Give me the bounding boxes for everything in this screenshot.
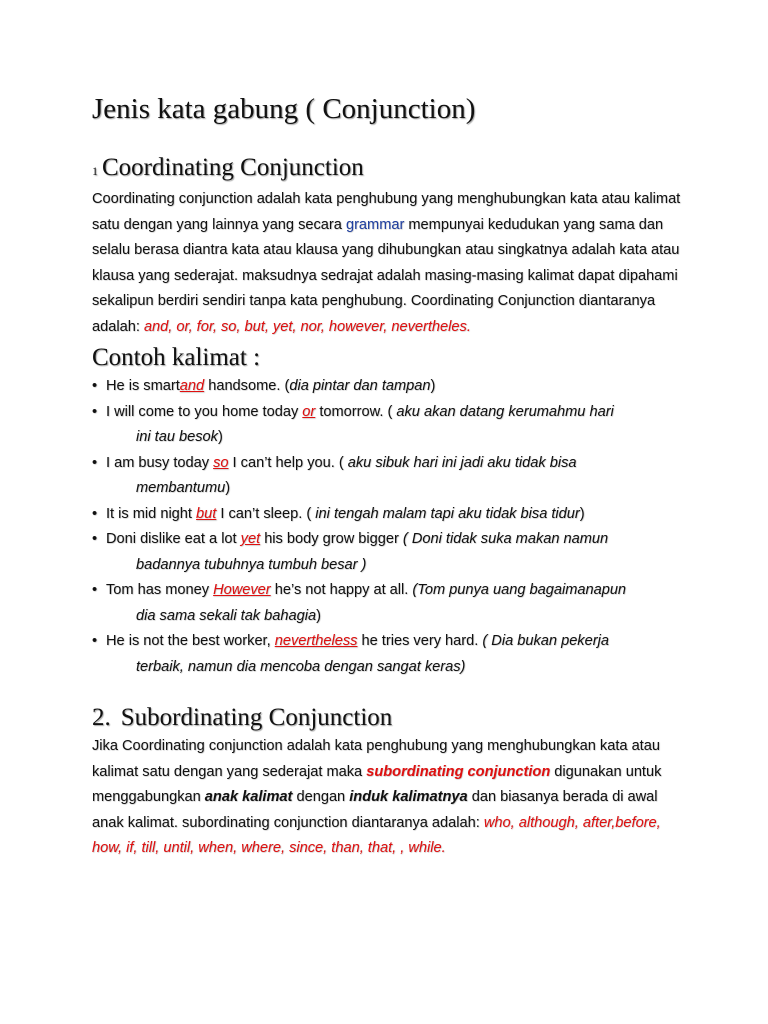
grammar-term: grammar (345, 216, 405, 233)
example-text: he’s not happy at all. (270, 582, 413, 598)
example-translation: ini tau besok (136, 429, 218, 445)
conjunction-list: and, or, for, so, but, yet, nor, however, nevertheles. (143, 318, 471, 335)
example-translation: (Tom punya uang bagaimanapun (412, 582, 627, 598)
examples-section (92, 342, 692, 680)
example-translation: dia sama sekali tak bahagia (136, 607, 317, 624)
induk-kalimat-term: induk kalimatnya (349, 789, 468, 805)
paragraph-text: Jika Coordinating conjunction adalah kata penghubung yang menghubungkan kata atau kalimat satu dengan yang sederajat maka (92, 738, 660, 780)
example-translation: badannya tubuhnya tumbuh besar ) (136, 556, 367, 573)
example-conjunction: so (213, 454, 229, 471)
example-text: He is not the best worker, (106, 633, 275, 649)
example-translation: terbaik, namun dia mencoba dengan sangat keras) (136, 658, 466, 675)
example-item (92, 578, 692, 629)
example-text: his body grow bigger (260, 531, 403, 547)
example-continuation (106, 425, 692, 451)
paragraph-text: dan biasanya berada di awal anak kalimat. subordinating conjunction diantaranya adalah: (92, 789, 658, 831)
example-conjunction: and (179, 378, 205, 394)
example-conjunction: yet (240, 531, 261, 547)
example-item (92, 374, 692, 400)
examples-list (92, 374, 692, 680)
example-text: ) (579, 505, 585, 522)
document-page (92, 90, 692, 862)
example-translation: aku akan datang kerumahmu hari (396, 403, 614, 420)
example-text: I will come to you home today (106, 403, 303, 420)
example-text: ) (225, 480, 231, 496)
section-number: 2. (92, 704, 111, 731)
section-heading-coordinating (92, 152, 692, 187)
example-conjunction: nevertheless (274, 633, 358, 649)
bullet-icon: • (92, 378, 98, 394)
bullet-icon: • (92, 454, 98, 471)
example-conjunction: However (213, 582, 271, 598)
example-text: ) (217, 429, 223, 445)
paragraph-text: digunakan untuk menggabungkan (92, 763, 662, 805)
example-translation: membantumu (136, 480, 226, 496)
example-conjunction: or (302, 403, 316, 420)
bullet-icon: • (92, 531, 98, 547)
paragraph-text: Coordinating conjunction adalah kata penghubung yang menghubungkan kata atau kalimat satu dengan yang lainnya yang secara (92, 191, 681, 233)
example-text: Doni dislike eat a lot (106, 531, 241, 547)
section-heading-subordinating (92, 702, 692, 734)
example-item (92, 400, 692, 451)
paragraph-text: mempunyai kedudukan yang sama dan selalu berasa diantra kata atau klausa yang dihubungkan atau singkatnya adalah kata atau klausa yang sederajat. maksudnya sedrajat adalah masing-masing kalimat dapat dipahami sekalipun berdiri sendiri tanpa kata penghubung. Coordinating Conjunction diantaranya adalah: (92, 216, 680, 335)
bullet-icon: • (92, 403, 98, 420)
anak-kalimat-term: anak kalimat (204, 789, 293, 805)
section-number: 1 (92, 164, 98, 178)
example-text: I can’t help you. ( (228, 454, 348, 471)
example-continuation (106, 476, 692, 502)
example-translation: ( Dia bukan pekerja (482, 633, 609, 649)
example-continuation (106, 655, 692, 681)
coordinating-paragraph (92, 187, 692, 340)
section-subordinating (92, 702, 692, 862)
example-text: He is smart (106, 378, 180, 394)
conjunction-list: who, although, after,before, how, if, till, until, when, where, since, than, that, , while. (92, 814, 661, 856)
examples-heading: Contoh kalimat : (92, 344, 261, 371)
section-heading-text: Coordinating Conjunction (102, 154, 364, 181)
example-translation: ini tengah malam tapi aku tidak bisa tidur (315, 505, 580, 522)
example-text: he tries very hard. (357, 633, 483, 649)
subordinating-term: subordinating conjunction (366, 763, 551, 780)
bullet-icon: • (92, 633, 98, 649)
example-item (92, 451, 692, 502)
example-translation: aku sibuk hari ini jadi aku tidak bisa (347, 454, 577, 471)
example-text: Tom has money (106, 582, 214, 598)
example-text: handsome. ( (204, 378, 290, 394)
example-text: ) (316, 607, 321, 624)
section-heading-text: Subordinating Conjunction (120, 704, 393, 731)
section-coordinating (92, 152, 692, 340)
paragraph-text: dengan (292, 789, 350, 805)
example-item (92, 629, 692, 680)
page-title: Jenis kata gabung ( Conjunction) (92, 93, 476, 125)
example-text: It is mid night (106, 505, 197, 522)
example-conjunction: but (196, 505, 217, 522)
example-text: tomorrow. ( (315, 403, 397, 420)
subordinating-paragraph (92, 734, 692, 862)
example-text: I am busy today (106, 454, 214, 471)
example-translation: ( Doni tidak suka makan namun (402, 531, 609, 547)
example-item (92, 527, 692, 578)
example-text: I can’t sleep. ( (216, 505, 316, 522)
example-continuation (106, 604, 692, 630)
example-continuation (106, 553, 692, 579)
example-item (92, 502, 692, 528)
bullet-icon: • (92, 505, 98, 522)
example-text: ) (430, 378, 436, 394)
example-translation: dia pintar dan tampan (289, 378, 431, 394)
bullet-icon: • (92, 582, 98, 598)
